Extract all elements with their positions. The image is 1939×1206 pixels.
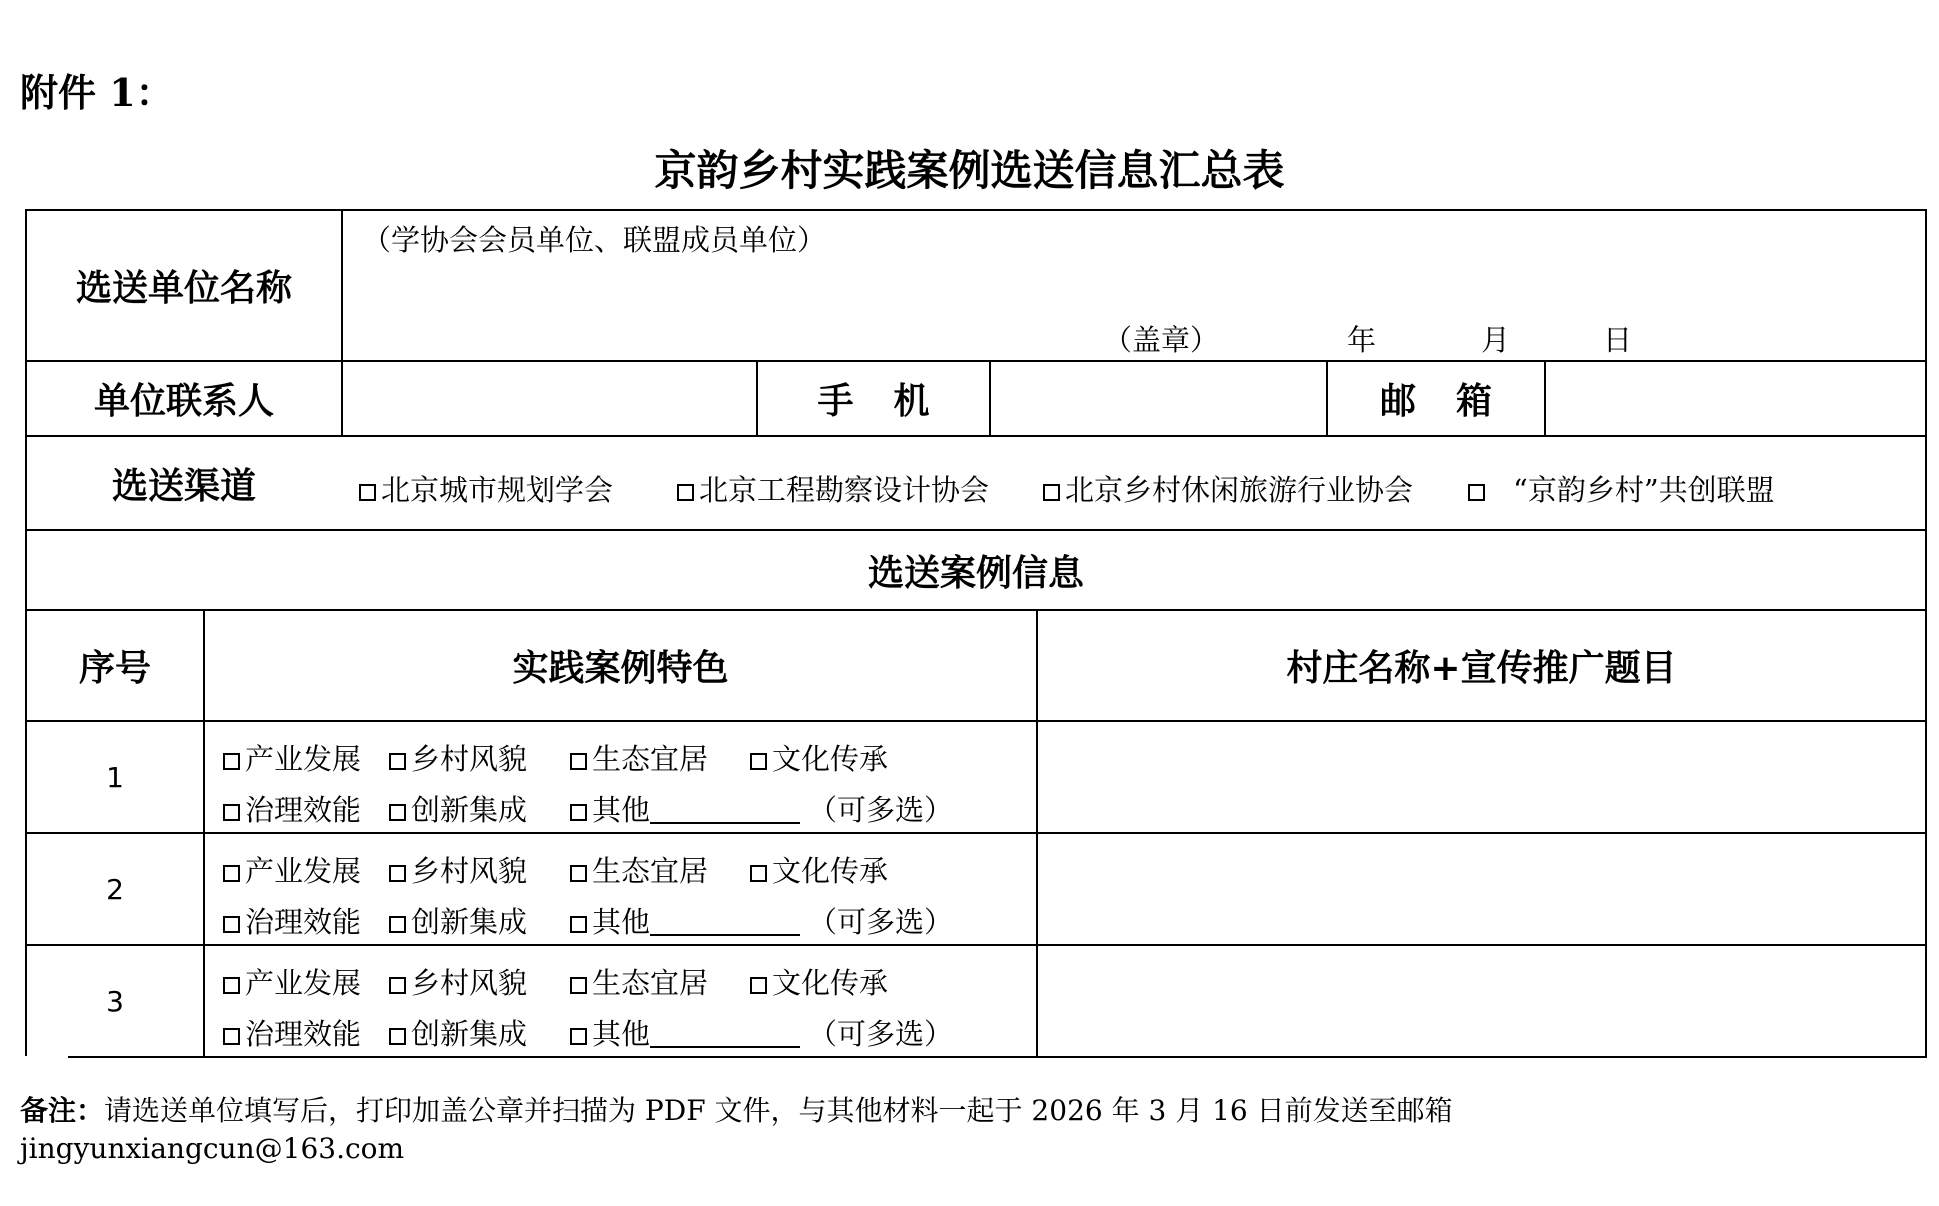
contact-label: 单位联系人 — [93, 381, 274, 422]
checkbox-icon[interactable] — [750, 865, 767, 882]
form-title: 京韵乡村实践案例选送信息汇总表 — [654, 146, 1285, 195]
checkbox-icon[interactable] — [389, 804, 406, 821]
row-index: 2 — [106, 872, 124, 906]
note-label: 备注： — [20, 1094, 105, 1127]
checkbox-icon[interactable] — [223, 753, 240, 770]
village-title-field[interactable] — [1038, 834, 1925, 944]
checkbox-icon[interactable] — [389, 1028, 406, 1045]
checkbox-icon[interactable] — [570, 1028, 587, 1045]
checkbox-icon[interactable] — [389, 916, 406, 933]
footer-note — [20, 1092, 1925, 1168]
other-fill-blank[interactable] — [650, 1020, 800, 1048]
feature-option-innovation[interactable]: 创新集成 — [389, 1012, 527, 1053]
checkbox-icon[interactable] — [570, 865, 587, 882]
channel-label: 选送渠道 — [111, 465, 256, 507]
phone-field[interactable] — [991, 362, 1326, 435]
feature-option-industry[interactable]: 产业发展 — [223, 961, 361, 1002]
checkbox-icon[interactable] — [359, 484, 376, 501]
email-field[interactable] — [1546, 362, 1925, 435]
checkbox-icon[interactable] — [1043, 484, 1060, 501]
other-fill-blank[interactable] — [650, 908, 800, 936]
col-header-village: 村庄名称+宣传推广题目 — [1286, 648, 1677, 689]
feature-option-other[interactable]: 其他 （可多选） — [570, 900, 953, 941]
contact-email[interactable]: jingyunxiangcun@163.com — [20, 1132, 405, 1165]
unit-name-field[interactable] — [343, 250, 1923, 300]
checkbox-icon[interactable] — [223, 1028, 240, 1045]
checkbox-icon[interactable] — [1468, 484, 1485, 501]
phone-label: 手机 — [817, 381, 970, 422]
checkbox-icon[interactable] — [223, 916, 240, 933]
feature-option-ecology[interactable]: 生态宜居 — [570, 849, 708, 890]
channel-option-planning-society[interactable]: 北京城市规划学会 — [359, 468, 613, 509]
note-text: 请选送单位填写后，打印加盖公章并扫描为 PDF 文件，与其他材料一起于 2026 年 3 月 16 日前发送至邮箱 — [104, 1094, 1453, 1127]
feature-option-culture[interactable]: 文化传承 — [750, 737, 888, 778]
multi-select-note: （可多选） — [808, 1017, 954, 1051]
channel-option-rural-tourism-association[interactable]: 北京乡村休闲旅游行业协会 — [1043, 468, 1413, 509]
feature-option-innovation[interactable]: 创新集成 — [389, 788, 527, 829]
date-day-label: 日 — [1603, 323, 1633, 357]
feature-option-landscape[interactable]: 乡村风貌 — [389, 961, 527, 1002]
unit-name-label: 选送单位名称 — [75, 268, 292, 309]
checkbox-icon[interactable] — [750, 977, 767, 994]
col-header-index: 序号 — [78, 648, 151, 689]
row-index: 3 — [106, 984, 124, 1018]
feature-option-other[interactable]: 其他 （可多选） — [570, 1012, 953, 1053]
date-month-label: 月 — [1481, 323, 1511, 357]
table-border-bottom — [68, 1056, 1927, 1058]
checkbox-icon[interactable] — [570, 977, 587, 994]
email-label: 邮箱 — [1379, 381, 1532, 422]
checkbox-icon[interactable] — [677, 484, 694, 501]
feature-option-landscape[interactable]: 乡村风貌 — [389, 737, 527, 778]
seal-label: （盖章） — [1103, 323, 1220, 357]
attachment-label: 附件 1： — [20, 70, 174, 115]
checkbox-icon[interactable] — [223, 804, 240, 821]
feature-option-governance[interactable]: 治理效能 — [223, 1012, 361, 1053]
col-header-feature: 实践案例特色 — [512, 648, 729, 689]
channel-option-engineering-association[interactable]: 北京工程勘察设计协会 — [677, 468, 989, 509]
multi-select-note: （可多选） — [808, 905, 954, 939]
other-fill-blank[interactable] — [650, 796, 800, 824]
multi-select-note: （可多选） — [808, 793, 954, 827]
feature-option-ecology[interactable]: 生态宜居 — [570, 961, 708, 1002]
case-section-title: 选送案例信息 — [867, 552, 1084, 594]
feature-option-other[interactable]: 其他 （可多选） — [570, 788, 953, 829]
village-title-field[interactable] — [1038, 722, 1925, 832]
feature-option-landscape[interactable]: 乡村风貌 — [389, 849, 527, 890]
checkbox-icon[interactable] — [750, 753, 767, 770]
checkbox-icon[interactable] — [570, 804, 587, 821]
feature-option-ecology[interactable]: 生态宜居 — [570, 737, 708, 778]
feature-option-industry[interactable]: 产业发展 — [223, 737, 361, 778]
table-border-right — [1925, 209, 1927, 1058]
checkbox-icon[interactable] — [389, 753, 406, 770]
row-index: 1 — [106, 760, 124, 794]
checkbox-icon[interactable] — [223, 977, 240, 994]
date-year-label: 年 — [1347, 323, 1377, 357]
feature-option-innovation[interactable]: 创新集成 — [389, 900, 527, 941]
feature-option-culture[interactable]: 文化传承 — [750, 849, 888, 890]
village-title-field[interactable] — [1038, 946, 1925, 1056]
checkbox-icon[interactable] — [223, 865, 240, 882]
channel-option-alliance[interactable]: “京韵乡村”共创联盟 — [1468, 468, 1775, 509]
checkbox-icon[interactable] — [389, 977, 406, 994]
feature-option-governance[interactable]: 治理效能 — [223, 900, 361, 941]
checkbox-icon[interactable] — [570, 753, 587, 770]
feature-option-governance[interactable]: 治理效能 — [223, 788, 361, 829]
feature-option-culture[interactable]: 文化传承 — [750, 961, 888, 1002]
contact-field[interactable] — [343, 362, 756, 435]
checkbox-icon[interactable] — [389, 865, 406, 882]
feature-option-industry[interactable]: 产业发展 — [223, 849, 361, 890]
checkbox-icon[interactable] — [570, 916, 587, 933]
unit-name-hint: （学协会会员单位、联盟成员单位） — [362, 223, 827, 257]
